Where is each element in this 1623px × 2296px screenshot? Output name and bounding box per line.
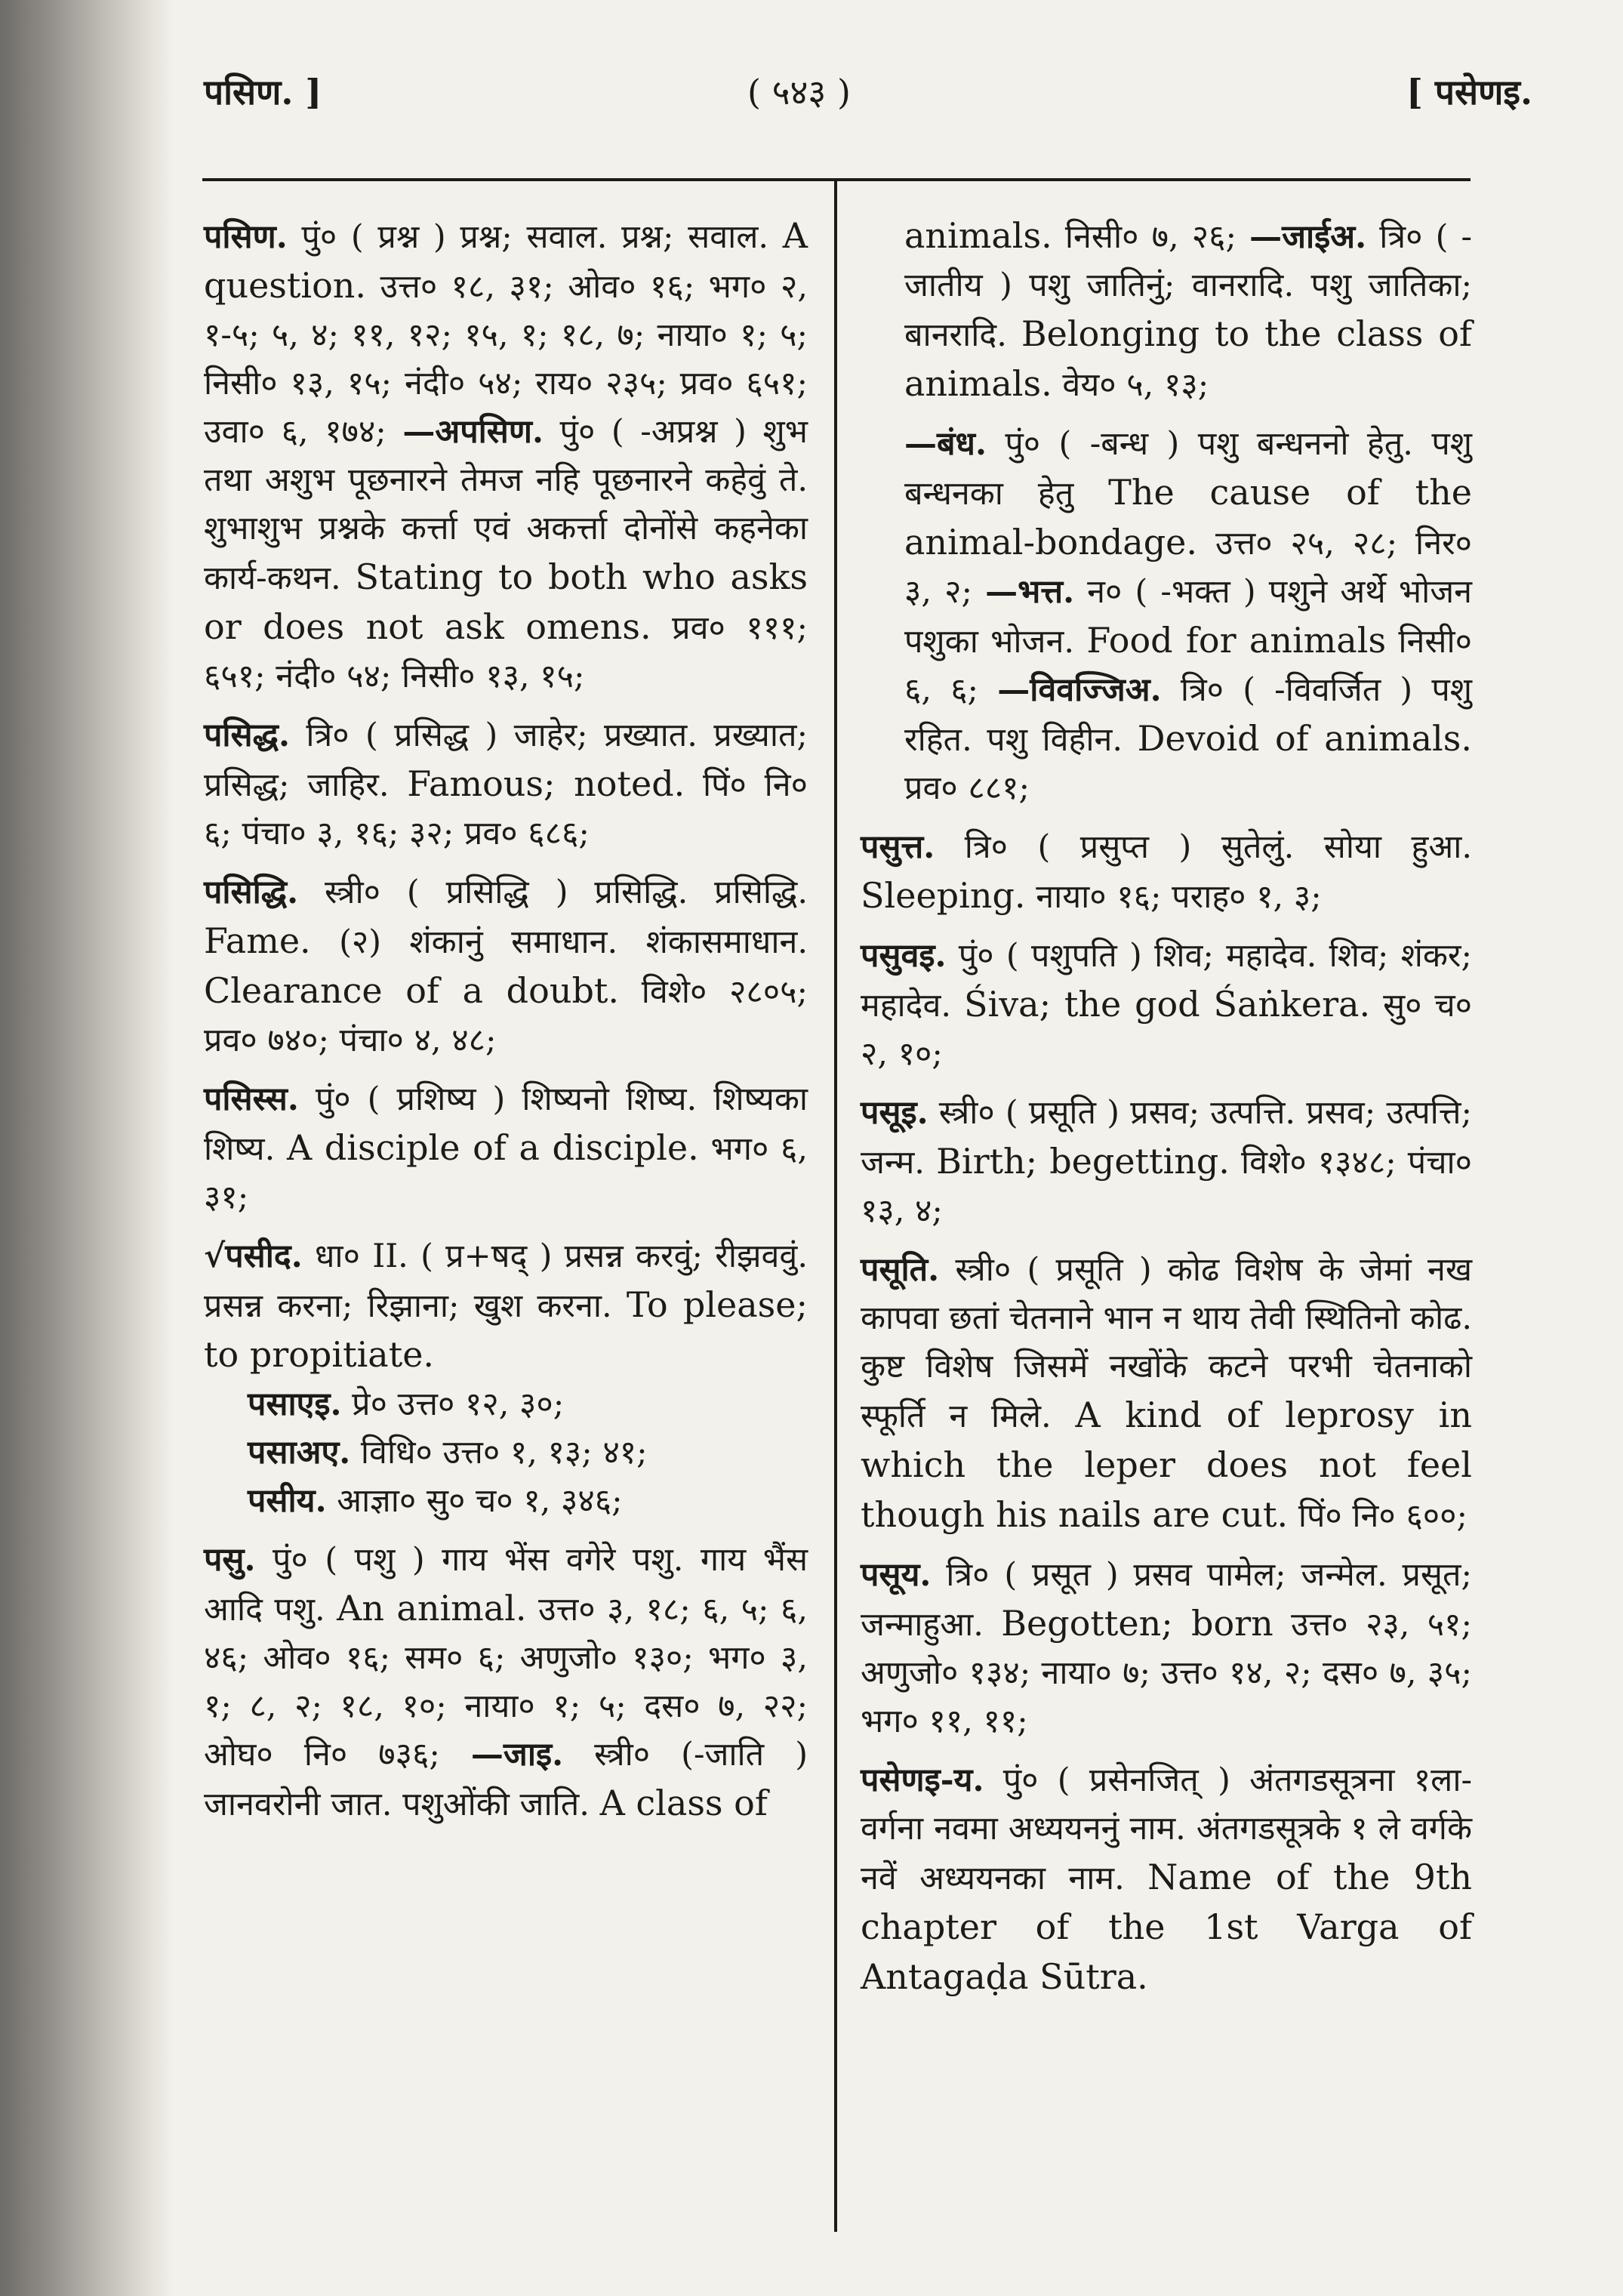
column-divider <box>834 178 837 2232</box>
headword: पसिस्स. <box>204 1080 299 1118</box>
dictionary-entry <box>861 932 1472 1078</box>
references: नाया० १६; पराह० १, ३; <box>1036 878 1322 916</box>
sub-references: प्रव० १११; ६५१; नंदी० ५४; निसी० १३, १५; <box>204 609 808 695</box>
page-number: ( ५४३ ) <box>747 72 851 112</box>
verb-form <box>204 1477 808 1525</box>
definition-2: (२) शंकानुं समाधान. शंकासमाधान. <box>339 923 808 961</box>
english-gloss: Sleeping. <box>861 875 1026 916</box>
headword: पसूइ. <box>861 1094 929 1132</box>
headword: —भत्त. <box>985 573 1075 611</box>
definition: त्रि० ( प्रसुप्त ) सुतेलुं. सोया हुआ. <box>964 828 1472 866</box>
english-gloss: A disciple of a disciple. <box>286 1127 699 1168</box>
definition: पुं० ( पशुपति ) शिव; महादेव. शिव; शंकर; महादेव. <box>861 937 1472 1025</box>
sub-definition: त्रि० ( -जातीय ) पशु जातिनुं; वानरादि. पशु जातिका; बानरादि. <box>904 218 1473 354</box>
definition: स्त्री० ( प्रसिद्धि ) प्रसिद्धि. प्रसिद्धि. <box>325 874 808 911</box>
references: पिं० नि० ६; पंचा० ३, १६; ३२; प्रव० ६८६; <box>204 766 808 852</box>
english-gloss: Birth; begetting. <box>936 1141 1230 1182</box>
verb-form <box>204 1380 808 1428</box>
form-headword: पसीय. <box>248 1482 327 1520</box>
references: उत्त० १८, ३१; ओव० १६; भग० २, १-५; ५, ४; ११, १२; १५, १; १८, ७; नाया० १; ५; निसी० १३, १५; नंदी० ५४; राय० २३५; प्रव० ६५१; उवा० ६, १७४; <box>204 268 808 451</box>
headword: —बंध. <box>904 425 987 463</box>
headword: पसेणइ-य. <box>861 1761 984 1799</box>
definition: स्त्री० ( प्रसूति ) कोढ विशेष के जेमां नख कापवा छतां चेतनाने भान न थाय तेवी स्थितिनो कोढ. कुष्ट विशेष जिसमें नखोंके कटने परभी चेतनाको स्फूर्ति न मिले. <box>861 1251 1473 1435</box>
references: निसी० ७, २६; <box>1064 218 1236 256</box>
dictionary-entry <box>204 711 808 858</box>
sub-definition: स्त्री० (-जाति ) जानवरोनी जात. पशुओंकी जाति. <box>204 1736 808 1823</box>
book-spine-shadow <box>0 0 174 2296</box>
definition: त्रि० ( प्रसूत ) प्रसव पामेल; जन्मेल. प्रसूत; जन्माहुआ. <box>861 1556 1472 1644</box>
form-text: आज्ञा० सु० च० १, ३४६; <box>337 1482 623 1520</box>
definition: त्रि० ( प्रसिद्ध ) जाहेर; प्रख्यात. प्रख्यात; प्रसिद्ध; जाहिर. <box>204 717 808 804</box>
references: पिं० नि० ६००; <box>1298 1497 1468 1535</box>
english-gloss: animals. <box>904 215 1052 256</box>
sub-english-gloss: Stating to both who asks or does not ask omens. <box>204 556 808 647</box>
references: उत्त० २३, ५१; अणुजो० १३४; नाया० ७; उत्त० १४, २; दस० ७, ३५; भग० ११, ११; <box>861 1606 1473 1740</box>
english-gloss: Famous; noted. <box>407 763 685 804</box>
definition: पुं० ( पशु ) गाय भेंस वगेरे पशु. गाय भैंस आदि पशु. <box>204 1541 808 1629</box>
dictionary-entry <box>204 211 808 701</box>
definition: न० ( -भक्त ) पशुने अर्थे भोजन पशुका भोजन. <box>904 573 1472 661</box>
definition: स्त्री० ( प्रसूति ) प्रसव; उत्पत्ति. प्रसव; उत्पत्ति; जन्म. <box>861 1094 1472 1182</box>
definition: पुं० ( प्रश्न ) प्रश्न; सवाल. प्रश्न; सवाल. <box>301 218 769 256</box>
definition: त्रि० ( -विवर्जित ) पशु रहित. पशु विहीन. <box>904 671 1472 759</box>
dictionary-entry <box>861 1551 1472 1746</box>
right-column <box>861 211 1472 2013</box>
form-headword: पसाएइ. <box>248 1385 342 1423</box>
references: प्रव० ८८१; <box>904 769 1030 807</box>
headword: —विवज्जिअ. <box>997 671 1162 709</box>
headword: पसूति. <box>861 1251 940 1289</box>
definition: पुं० ( -बन्ध ) पशु बन्धननो हेतु. पशु बन्धनका हेतु <box>904 425 1473 513</box>
english-gloss: Devoid of animals. <box>1137 718 1472 759</box>
dictionary-entry <box>861 1246 1472 1540</box>
english-gloss: An animal. <box>337 1588 527 1629</box>
references: सु० च० २, १०; <box>861 987 1473 1073</box>
sub-headword: —अपसिण. <box>402 413 544 451</box>
dictionary-entry <box>204 1536 808 1829</box>
english-gloss: Begotten; born <box>1001 1603 1273 1644</box>
sub-definition: पुं० ( -अप्रश्न ) शुभ तथा अशुभ पूछनारने तेमज नहि पूछनारने कहेवुं ते. शुभाशुभ प्रश्नके कर्त्ता एवं अकर्त्ता दोनोंसे कहनेका कार्य-कथन. <box>204 413 808 597</box>
english-gloss: Śiva; the god Śaṅkera. <box>963 984 1371 1025</box>
sub-headword: —जाईअ. <box>1249 218 1367 256</box>
english-gloss: A question. <box>204 215 808 306</box>
dictionary-entry <box>204 868 808 1065</box>
sub-english-gloss: A class of <box>599 1783 768 1823</box>
references: उत्त० ३, १८; ६, ५; ६, ४६; ओव० १६; सम० ६; अणुजो० १३०; भग० ३, १; ८, २; १८, १०; नाया० १; ५; दस० ७, २२; ओघ० नि० ७३६; <box>204 1591 808 1774</box>
header-right-catchword: [ पसेणइ. <box>1406 72 1532 112</box>
english-gloss: A kind of leprosy in which the leper does not feel though his nails are cut. <box>861 1395 1472 1535</box>
headword: पसुवइ. <box>861 937 947 975</box>
dictionary-subentry <box>861 420 1472 812</box>
dictionary-entry-continued <box>861 211 1472 409</box>
definition: पुं० ( प्रसेनजित् ) अंतगडसूत्रना १ला-वर्गना नवमा अध्ययननुं नाम. अंतगडसूत्रके १ ले वर्गके नवें अध्ययनका नाम. <box>861 1761 1472 1897</box>
definition: धा० II. ( प्र+षद् ) प्रसन्न करवुं; रीझववुं. प्रसन्न करना; रिझाना; खुश करना. <box>204 1237 808 1325</box>
page-header <box>204 68 1532 128</box>
verb-form <box>204 1428 808 1477</box>
headword: पसूय. <box>861 1556 932 1594</box>
left-column <box>204 211 808 1839</box>
headword: √पसीद. <box>204 1237 303 1275</box>
sub-references: वेय० ५, १३; <box>1062 366 1209 404</box>
references: विशे० २८०५; प्रव० ७४०; पंचा० ४, ४८; <box>204 973 808 1059</box>
definition: पुं० ( प्रशिष्य ) शिष्यनो शिष्य. शिष्यका शिष्य. <box>204 1080 808 1168</box>
references: भग० ६, ३१; <box>204 1130 808 1216</box>
headword: पसिण. <box>204 218 288 256</box>
dictionary-entry <box>861 1756 1472 2002</box>
form-text: प्रे० उत्त० १२, ३०; <box>352 1385 565 1423</box>
english-gloss: The cause of the animal-bondage. <box>904 472 1473 562</box>
form-headword: पसाअए. <box>248 1434 351 1472</box>
sub-english-gloss: Belonging to the class of animals. <box>904 313 1473 404</box>
english-gloss: To please; to propitiate. <box>204 1284 808 1375</box>
headword: पसुत्त. <box>861 828 935 866</box>
form-text: विधि० उत्त० १, १३; ४१; <box>360 1434 648 1472</box>
dictionary-entry <box>204 1232 808 1525</box>
english-gloss: Fame. <box>204 920 311 961</box>
headword: पसिद्ध. <box>204 717 290 754</box>
english-gloss-2: Clearance of a doubt. <box>204 970 620 1011</box>
english-gloss: Name of the 9th chapter of the 1st Varga of Antagaḍa Sūtra. <box>861 1857 1472 1997</box>
header-left-catchword: पसिण. ] <box>204 72 322 112</box>
sub-headword: —जाइ. <box>470 1736 564 1774</box>
english-gloss: Food for animals <box>1086 620 1387 661</box>
headword: पसिद्धि. <box>204 874 299 911</box>
references: निसी० ६, ६; <box>904 623 1472 709</box>
references: उत्त० २५, २८; निर० ३, २; <box>904 525 1473 611</box>
dictionary-entry <box>204 1075 808 1222</box>
headword: पसु. <box>204 1541 256 1579</box>
references: विशे० १३४८; पंचा० १३, ४; <box>861 1144 1473 1230</box>
dictionary-entry <box>861 823 1472 921</box>
dictionary-entry <box>861 1089 1472 1235</box>
